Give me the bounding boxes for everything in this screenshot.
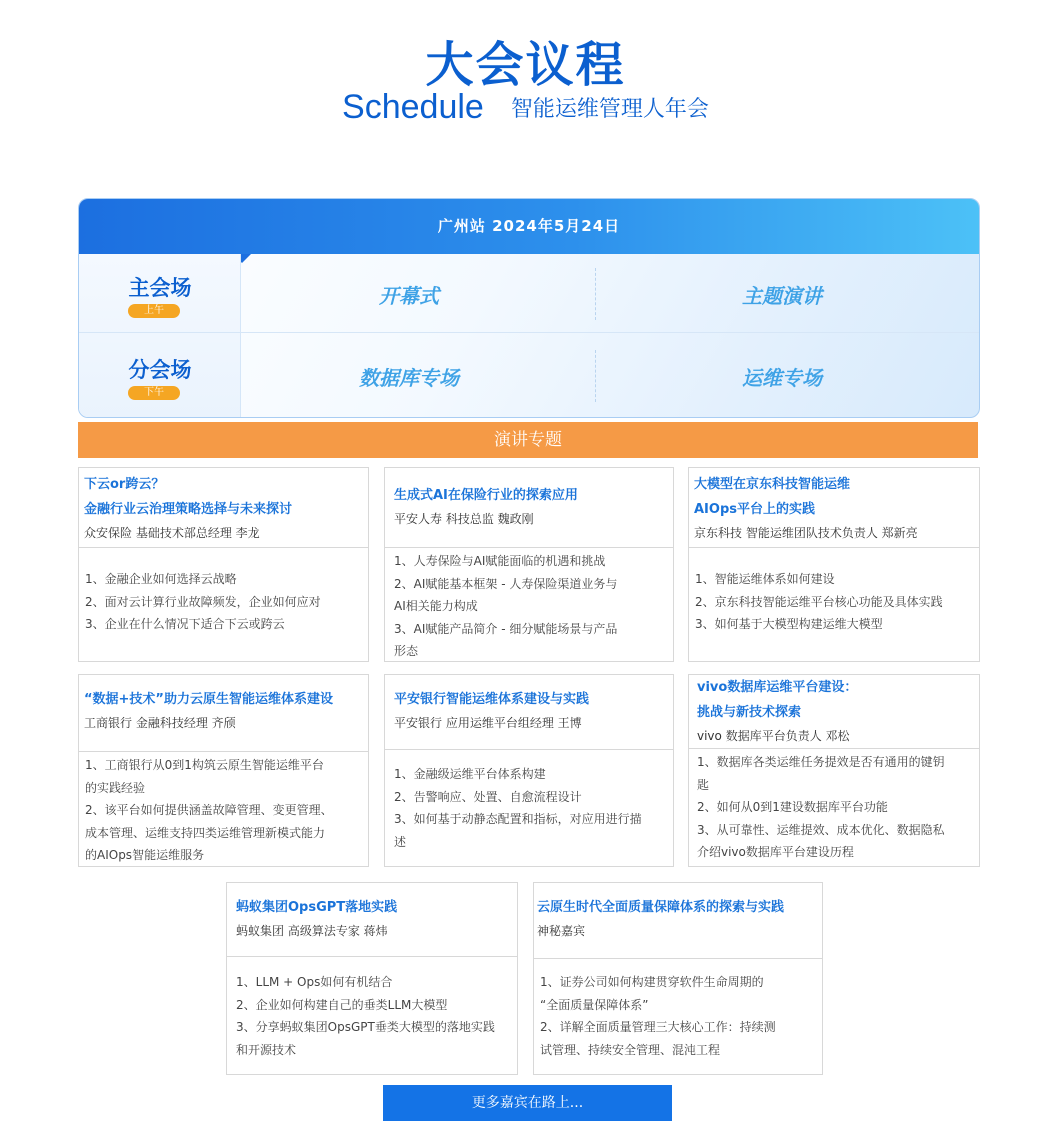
topic-card (533, 882, 823, 1075)
card-point: 2、详解全面质量管理三大核心工作：持续测 (540, 1020, 776, 1034)
card-point: 3、分享蚂蚁集团OpsGPT垂类大模型的落地实践 (236, 1020, 495, 1034)
card-speaker: 神秘嘉宾 (537, 924, 586, 938)
column-divider (595, 350, 596, 402)
subtitle-en: Schedule (342, 88, 484, 126)
session-opening: 开幕式 (379, 284, 439, 308)
card-title: 大模型在京东科技智能运维 (694, 477, 851, 492)
topic-card (384, 467, 674, 662)
topic-card (688, 467, 980, 662)
card-point: 1、金融企业如何选择云战略 (85, 572, 237, 586)
card-title: 平安银行智能运维体系建设与实践 (394, 692, 590, 707)
card-point: 述 (394, 834, 407, 849)
card-point: 形态 (394, 644, 419, 658)
card-title: 金融行业云治理策略选择与未来探讨 (84, 502, 293, 517)
card-speaker: 平安银行 应用运维平台组经理 王博 (394, 716, 582, 730)
card-point: 匙 (697, 777, 710, 792)
card-title: 生成式AI在保险行业的探索应用 (394, 488, 578, 503)
card-speaker: 工商银行 金融科技经理 齐颀 (84, 716, 236, 730)
card-point: 2、如何从0到1建设数据库平台功能 (697, 800, 888, 814)
topic-card (226, 882, 518, 1075)
card-title: AIOps平台上的实践 (694, 502, 815, 517)
hall-name: 分会场 (128, 358, 192, 382)
card-point: 1、LLM + Ops如何有机结合 (236, 975, 393, 989)
topic-card (78, 674, 369, 867)
card-speaker: 京东科技 智能运维团队技术负责人 郑新亮 (694, 526, 918, 540)
card-title: 云原生时代全面质量保障体系的探索与实践 (537, 900, 785, 915)
page-title: 大会议程 (425, 37, 626, 93)
card-point: 1、金融级运维平台体系构建 (394, 767, 546, 781)
venue-schedule-panel (78, 198, 980, 418)
card-point: 2、告警响应、处置、自愈流程设计 (394, 789, 582, 804)
card-point: 和开源技术 (236, 1042, 297, 1057)
session-ops: 运维专场 (742, 366, 822, 390)
card-point: 3、如何基于动静态配置和指标，对应用进行描 (394, 812, 642, 826)
card-point: 1、证券公司如何构建贯穿软件生命周期的 (540, 975, 764, 989)
card-point: 1、智能运维体系如何建设 (695, 572, 835, 586)
hall-name: 主会场 (128, 276, 192, 300)
topic-card (384, 674, 674, 867)
card-point: “全面质量保障体系” (540, 997, 649, 1012)
card-point: 的AIOps智能运维服务 (85, 848, 205, 862)
card-point: 2、企业如何构建自己的垂类LLM大模型 (236, 997, 448, 1012)
topic-card (78, 467, 369, 662)
card-speaker: 蚂蚁集团 高级算法专家 蒋炜 (236, 924, 388, 938)
card-point: 1、数据库各类运维任务提效是否有通用的键钥 (697, 755, 945, 769)
main-hall-row (79, 254, 979, 334)
card-speaker: 众安保险 基础技术部总经理 李龙 (84, 526, 260, 540)
page-subtitle (0, 88, 1051, 127)
card-speaker: vivo 数据库平台负责人 邓松 (697, 729, 850, 743)
card-title: 挑战与新技术探索 (697, 705, 802, 720)
card-point: 2、该平台如何提供涵盖故障管理、变更管理、 (85, 803, 333, 817)
card-point: 2、面对云计算行业故障频发，企业如何应对 (85, 594, 321, 609)
card-title: 蚂蚁集团OpsGPT落地实践 (236, 900, 398, 915)
card-point: AI相关能力构成 (394, 599, 478, 613)
card-point: 2、AI赋能基本框架 - 人寿保险渠道业务与 (394, 576, 618, 591)
column-divider (595, 268, 596, 320)
session-keynote: 主题演讲 (742, 284, 822, 308)
card-point: 3、企业在什么情况下适合下云或跨云 (85, 617, 285, 631)
card-point: 2、京东科技智能运维平台核心功能及具体实践 (695, 594, 943, 609)
card-point: 1、人寿保险与AI赋能面临的机遇和挑战 (394, 554, 606, 568)
card-title: vivo数据库运维平台建设： (697, 680, 858, 695)
venue-heading: 广州站 2024年5月24日 (79, 199, 979, 254)
card-point: 介绍vivo数据库平台建设历程 (697, 845, 854, 859)
topics-heading: 演讲专题 (78, 422, 978, 458)
card-point: 1、工商银行从0到1构筑云原生智能运维平台 (85, 758, 324, 772)
card-point: 的实践经验 (85, 780, 146, 795)
card-point: 3、AI赋能产品简介 - 细分赋能场景与产品 (394, 621, 618, 636)
card-point: 试管理、持续安全管理、混沌工程 (540, 1042, 721, 1057)
time-badge: 下午 (128, 386, 180, 400)
card-point: 成本管理、运维支持四类运维管理新模式能力 (85, 825, 326, 840)
card-speaker: 平安人寿 科技总监 魏政刚 (394, 512, 534, 526)
session-database: 数据库专场 (359, 366, 459, 390)
sub-hall-row (79, 336, 979, 416)
card-title: “数据+技术”助力云原生智能运维体系建设 (84, 692, 333, 707)
subtitle-cn: 智能运维管理人年会 (510, 97, 709, 122)
card-point: 3、如何基于大模型构建运维大模型 (695, 617, 883, 631)
topic-card (688, 674, 980, 867)
more-speakers-button[interactable]: 更多嘉宾在路上... (383, 1085, 672, 1121)
card-title: 下云or跨云？ (84, 477, 165, 492)
time-badge: 上午 (128, 304, 180, 318)
card-point: 3、从可靠性、运维提效、成本优化、数据隐私 (697, 822, 945, 837)
